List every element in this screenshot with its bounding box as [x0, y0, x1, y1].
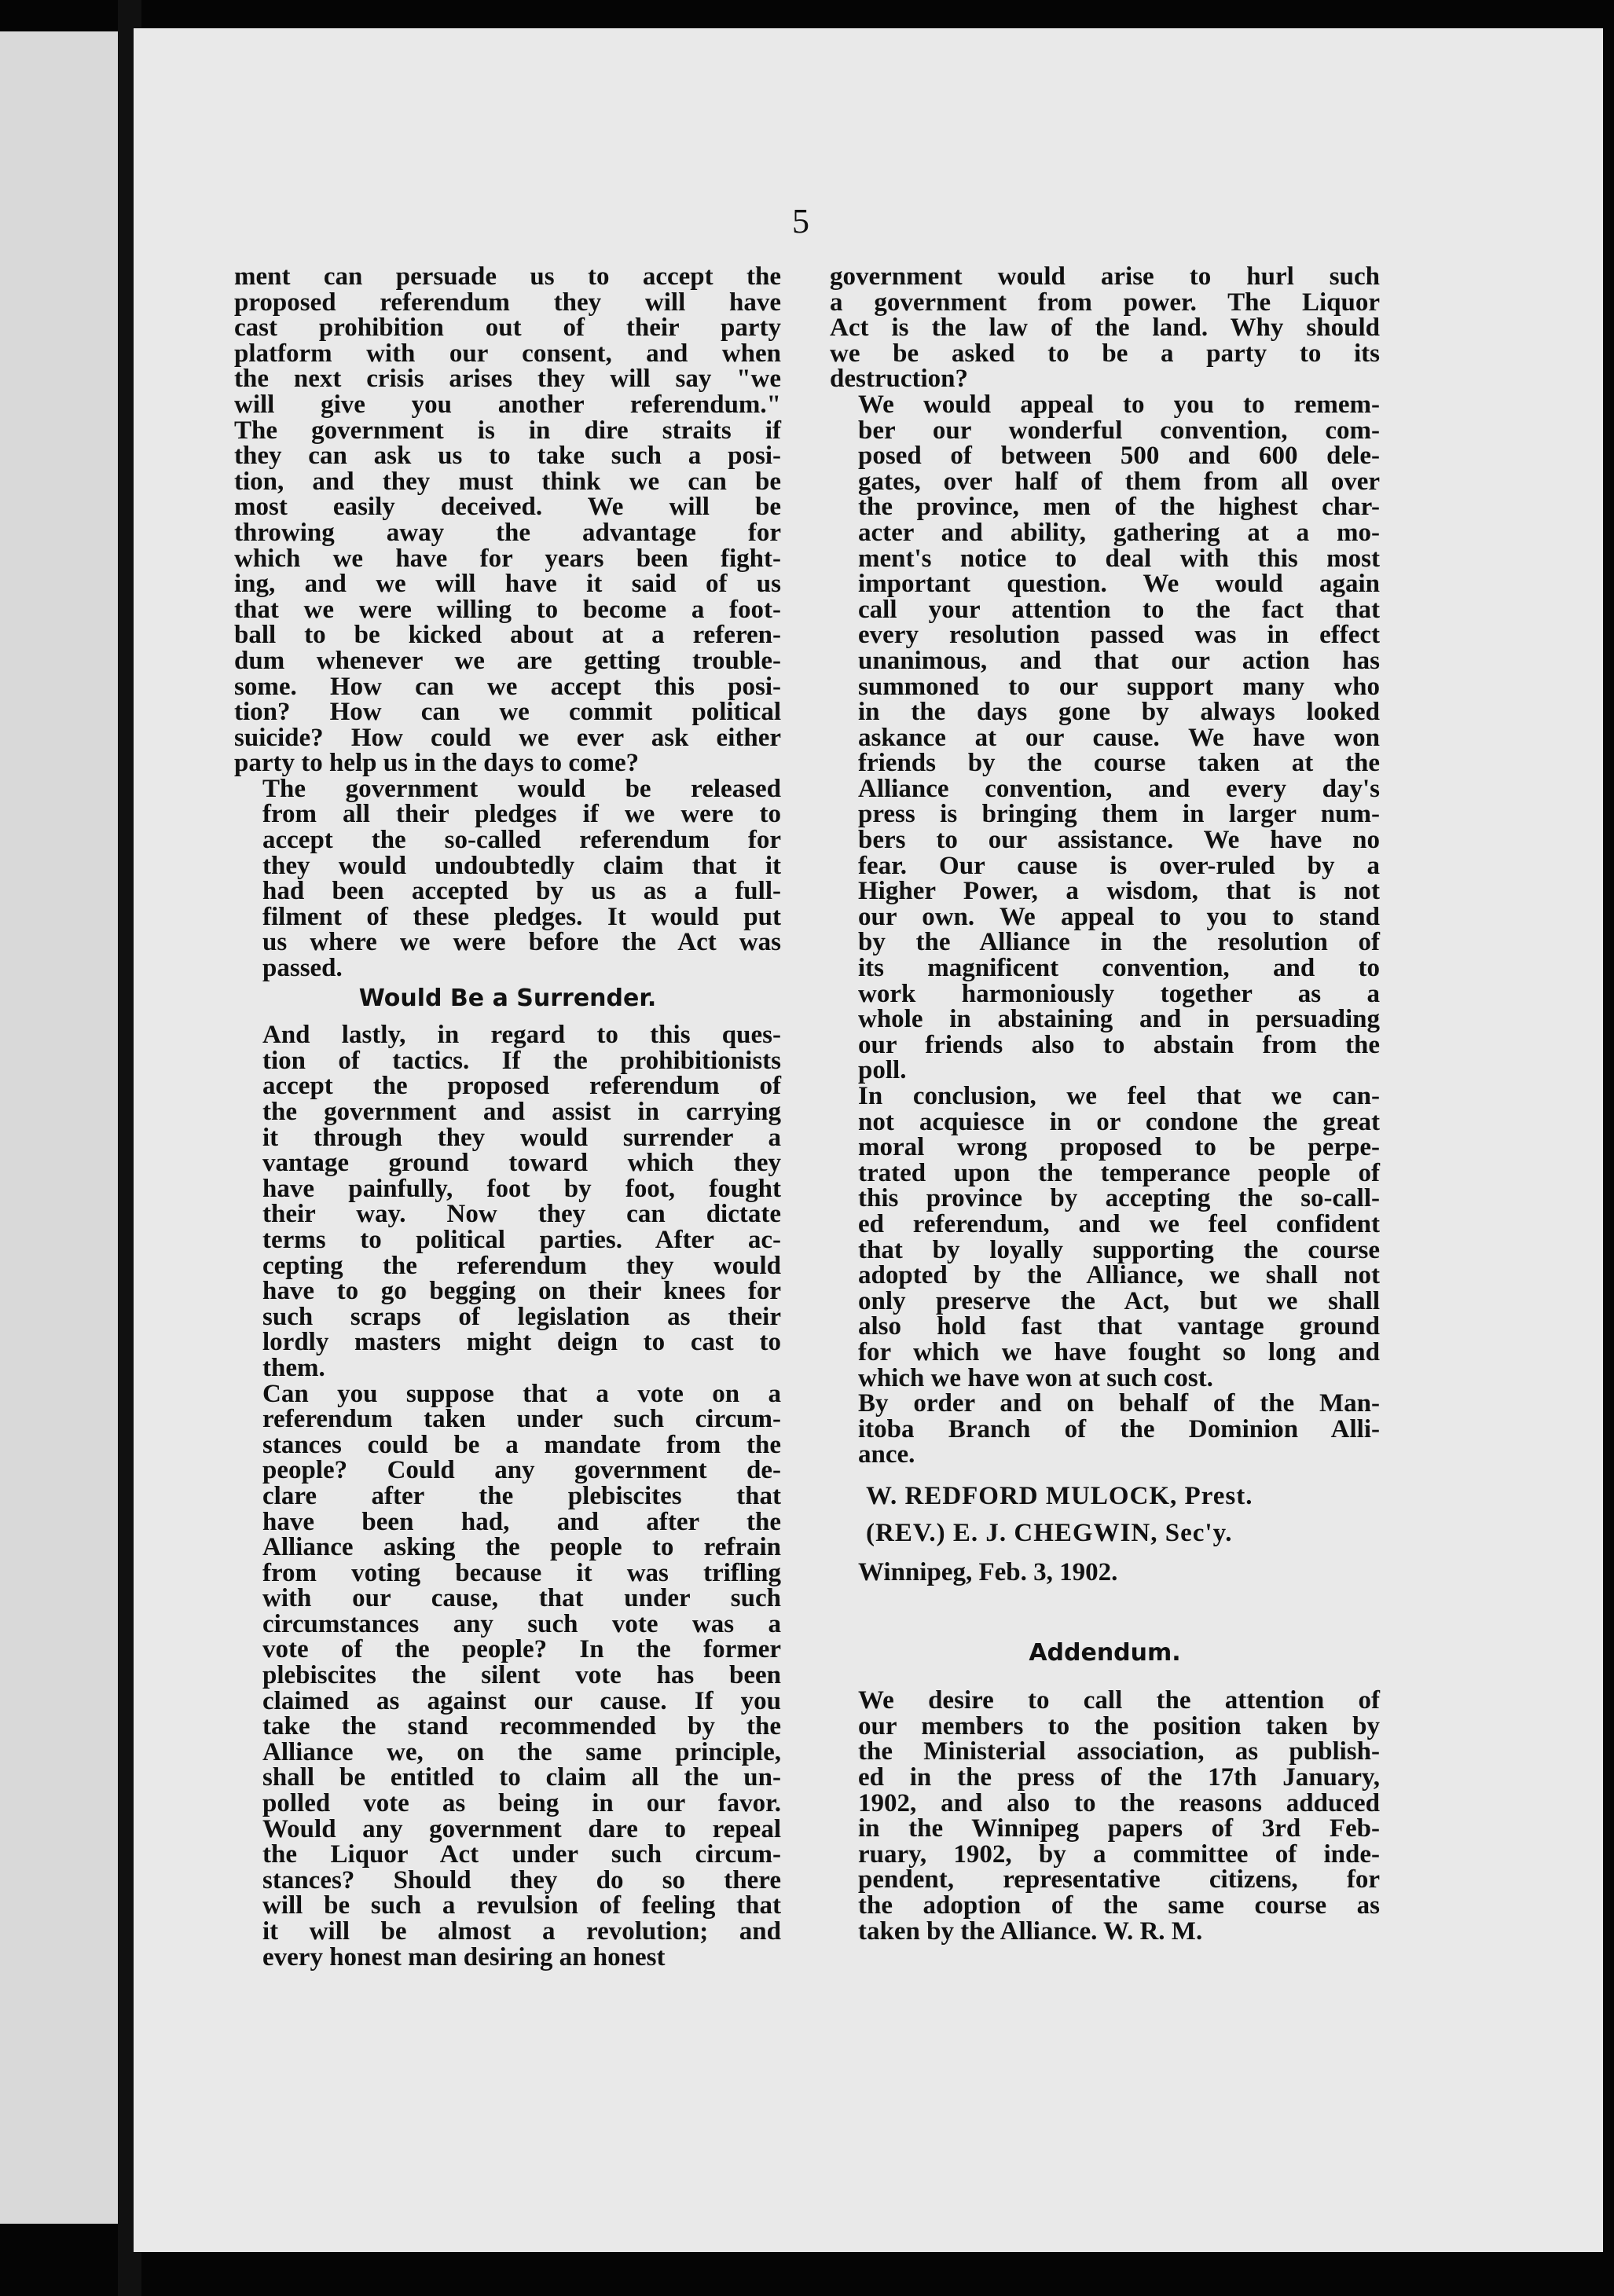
text-line: from all their pledges if we were to	[262, 800, 781, 829]
text-line: accept the so-called referendum for	[262, 826, 781, 855]
text-line: our friends also to abstain from the	[858, 1030, 1380, 1059]
text-line: government would arise to hurl such	[830, 262, 1380, 291]
text-line: stances? Should they do so there	[262, 1865, 781, 1894]
text-line: tion of tactics. If the prohibitionists	[262, 1046, 781, 1075]
adjacent-page-edge	[0, 31, 126, 2224]
text-line: terms to political parties. After ac-	[262, 1225, 781, 1254]
text-line: in the days gone by always looked	[858, 698, 1380, 727]
paragraph-right-3	[830, 1084, 1380, 1391]
text-line: posed of between 500 and 600 dele-	[858, 442, 1380, 471]
text-line: they can ask us to take such a posi-	[234, 442, 781, 471]
text-line: tion, and they must think we can be	[234, 467, 781, 496]
signature-secretary: (REV.) E. J. CHEGWIN, Sec'y.	[866, 1518, 1233, 1547]
text-line: askance at our cause. We have won	[858, 723, 1380, 752]
text-line: such scraps of legislation as their	[262, 1302, 781, 1331]
text-line: cepting the referendum they would	[262, 1251, 781, 1280]
text-line: the Liquor Act under such circum-	[262, 1840, 781, 1869]
text-line: trated upon the temperance people of	[858, 1158, 1380, 1187]
left-column	[234, 264, 781, 1970]
text-line: fear. Our cause is over-ruled by a	[858, 851, 1380, 880]
text-line: 1902, and also to the reasons adduced	[858, 1788, 1380, 1817]
text-line: moral wrong proposed to be perpe-	[858, 1133, 1380, 1162]
paragraph-right-2	[830, 392, 1380, 1084]
paragraph-right-1	[830, 264, 1380, 392]
text-line: circumstances any such vote was a	[262, 1609, 781, 1638]
text-line: Can you suppose that a vote on a	[262, 1379, 781, 1408]
text-line: work harmoniously together as a	[858, 979, 1380, 1008]
text-line: ing, and we will have it said of us	[234, 570, 781, 599]
text-line: stances could be a mandate from the	[262, 1430, 781, 1459]
text-line: Alliance convention, and every day's	[858, 774, 1380, 803]
text-line: not acquiesce in or condone the great	[858, 1107, 1380, 1136]
text-line: ment's notice to deal with this most	[858, 544, 1380, 573]
text-line: that we were willing to become a foot-	[234, 595, 781, 624]
text-line: with our cause, that under such	[262, 1584, 781, 1613]
text-line: polled vote as being in our favor.	[262, 1789, 781, 1818]
text-line: most easily deceived. We will be	[234, 493, 781, 522]
text-line: ed referendum, and we feel confident	[858, 1209, 1380, 1238]
text-line: adopted by the Alliance, we shall not	[858, 1261, 1380, 1290]
text-line: us where we were before the Act was	[262, 928, 781, 957]
text-line: its magnificent convention, and to	[858, 954, 1380, 983]
document-page	[134, 28, 1603, 2252]
text-line: important question. We would again	[858, 570, 1380, 599]
text-line: a government from power. The Liquor	[830, 288, 1380, 317]
text-line: Act is the law of the land. Why should	[830, 314, 1380, 343]
text-line: this province by accepting the so-call-	[858, 1184, 1380, 1213]
text-line: platform with our consent, and when	[234, 339, 781, 368]
text-line: lordly masters might deign to cast to	[262, 1328, 781, 1357]
text-line: whole in abstaining and in persuading	[858, 1005, 1380, 1034]
text-line: poll.	[858, 1056, 907, 1085]
text-line: accept the proposed referendum of	[262, 1072, 781, 1101]
text-line: people? Could any government de-	[262, 1456, 781, 1485]
text-line: And lastly, in regard to this ques-	[262, 1021, 781, 1050]
text-line: suicide? How could we ever ask either	[234, 723, 781, 752]
text-line: the Ministerial association, as publish-	[858, 1737, 1380, 1766]
text-line: vote of the people? In the former	[262, 1635, 781, 1664]
text-line: will give you another referendum."	[234, 390, 781, 419]
dateline: Winnipeg, Feb. 3, 1902.	[858, 1558, 1118, 1587]
text-line: ance.	[858, 1440, 915, 1469]
section-heading: Would Be a Surrender.	[358, 984, 657, 1012]
text-line: taken by the Alliance. W. R. M.	[858, 1916, 1203, 1946]
text-line: by the Alliance in the resolution of	[858, 928, 1380, 957]
text-line: party to help us in the days to come?	[234, 749, 640, 778]
text-line: which we have won at such cost.	[858, 1363, 1213, 1392]
text-line: proposed referendum they will have	[234, 288, 781, 317]
text-line: acter and ability, gathering at a mo-	[858, 518, 1380, 547]
text-line: In conclusion, we feel that we can-	[858, 1082, 1380, 1110]
text-line: passed.	[262, 954, 343, 983]
text-line: also hold fast that vantage ground	[858, 1312, 1380, 1341]
text-line: tion? How can we commit political	[234, 698, 781, 727]
text-line: friends by the course taken at the	[858, 749, 1380, 778]
text-line: their way. Now they can dictate	[262, 1200, 781, 1229]
text-line: them.	[262, 1353, 325, 1382]
text-line: some. How can we accept this posi-	[234, 672, 781, 701]
signature-block	[830, 1481, 1380, 1547]
text-line: We desire to call the attention of	[858, 1686, 1380, 1715]
text-line: every resolution passed was in effect	[858, 621, 1380, 650]
text-line: our own. We appeal to you to stand	[858, 902, 1380, 931]
text-line: have painfully, foot by foot, fought	[262, 1174, 781, 1203]
text-line: Alliance asking the people to refrain	[262, 1533, 781, 1562]
text-line: bers to our assistance. We have no	[858, 826, 1380, 855]
text-line: destruction?	[830, 365, 968, 394]
text-line: pendent, representative citizens, for	[858, 1865, 1380, 1894]
text-line: had been accepted by us as a full-	[262, 877, 781, 906]
text-line: ed in the press of the 17th January,	[858, 1763, 1380, 1792]
text-line: The government is in dire straits if	[234, 416, 781, 445]
text-line: clare after the plebiscites that	[262, 1481, 781, 1510]
text-line: summoned to our support many who	[858, 672, 1380, 701]
text-line: the government and assist in carrying	[262, 1098, 781, 1126]
text-line: which we have for years been fight-	[234, 544, 781, 573]
text-line: referendum taken under such circum-	[262, 1405, 781, 1434]
text-line: itoba Branch of the Dominion Alli-	[858, 1414, 1380, 1443]
text-line: The government would be released	[262, 774, 781, 803]
text-line: our members to the position taken by	[858, 1711, 1380, 1740]
text-line: the next crisis arises they will say "we	[234, 365, 781, 394]
text-line: have been had, and after the	[262, 1507, 781, 1536]
text-line: for which we have fought so long and	[858, 1337, 1380, 1366]
text-line: only preserve the Act, but we shall	[858, 1286, 1380, 1315]
text-line: call your attention to the fact that	[858, 595, 1380, 624]
text-line: throwing away the advantage for	[234, 518, 781, 547]
text-line: in the Winnipeg papers of 3rd Feb-	[858, 1814, 1380, 1843]
text-line: take the stand recommended by the	[262, 1712, 781, 1741]
text-line: ruary, 1902, by a committee of inde-	[858, 1839, 1380, 1869]
text-line: ber our wonderful convention, com-	[858, 416, 1380, 445]
text-line: it through they would surrender a	[262, 1123, 781, 1152]
text-line: they would undoubtedly claim that it	[262, 851, 781, 880]
paragraph-left-1	[234, 264, 781, 776]
text-line: that by loyally supporting the course	[858, 1235, 1380, 1264]
text-line: shall be entitled to claim all the un-	[262, 1763, 781, 1792]
text-line: plebiscites the silent vote has been	[262, 1661, 781, 1690]
text-line: have to go begging on their knees for	[262, 1277, 781, 1306]
text-line: ment can persuade us to accept the	[234, 262, 781, 291]
text-line: every honest man desiring an honest	[262, 1942, 666, 1971]
text-line: will be such a revulsion of feeling that	[262, 1891, 781, 1920]
text-line: gates, over half of them from all over	[858, 467, 1380, 496]
text-line: Would any government dare to repeal	[262, 1814, 781, 1843]
text-line: vantage ground toward which they	[262, 1149, 781, 1178]
text-line: the adoption of the same course as	[858, 1891, 1380, 1920]
text-line: We would appeal to you to remem-	[858, 390, 1380, 419]
text-line: Higher Power, a wisdom, that is not	[858, 877, 1380, 906]
page-number: 5	[792, 202, 809, 240]
signature-president: W. REDFORD MULOCK, Prest.	[866, 1481, 1253, 1510]
text-line: it will be almost a revolution; and	[262, 1917, 781, 1946]
text-line: filment of these pledges. It would put	[262, 902, 781, 931]
text-line: Alliance we, on the same principle,	[262, 1737, 781, 1766]
text-line: unanimous, and that our action has	[858, 646, 1380, 675]
text-line: from voting because it was trifling	[262, 1558, 781, 1587]
text-line: claimed as against our cause. If you	[262, 1686, 781, 1715]
text-line: press is bringing them in larger num-	[858, 800, 1380, 829]
text-line: the province, men of the highest char-	[858, 493, 1380, 522]
text-line: ball to be kicked about at a referen-	[234, 621, 781, 650]
text-line: dum whenever we are getting trouble-	[234, 646, 781, 675]
addendum-paragraph	[830, 1688, 1380, 1944]
right-column	[830, 264, 1380, 1944]
paragraph-left-3	[234, 1022, 781, 1381]
paragraph-left-2	[234, 776, 781, 981]
addendum-heading: Addendum.	[1029, 1638, 1181, 1667]
paragraph-left-4	[234, 1381, 781, 1971]
paragraph-right-4	[830, 1391, 1380, 1468]
text-line: By order and on behalf of the Man-	[858, 1389, 1380, 1418]
text-line: we be asked to be a party to its	[830, 339, 1380, 368]
text-line: cast prohibition out of their party	[234, 314, 781, 343]
